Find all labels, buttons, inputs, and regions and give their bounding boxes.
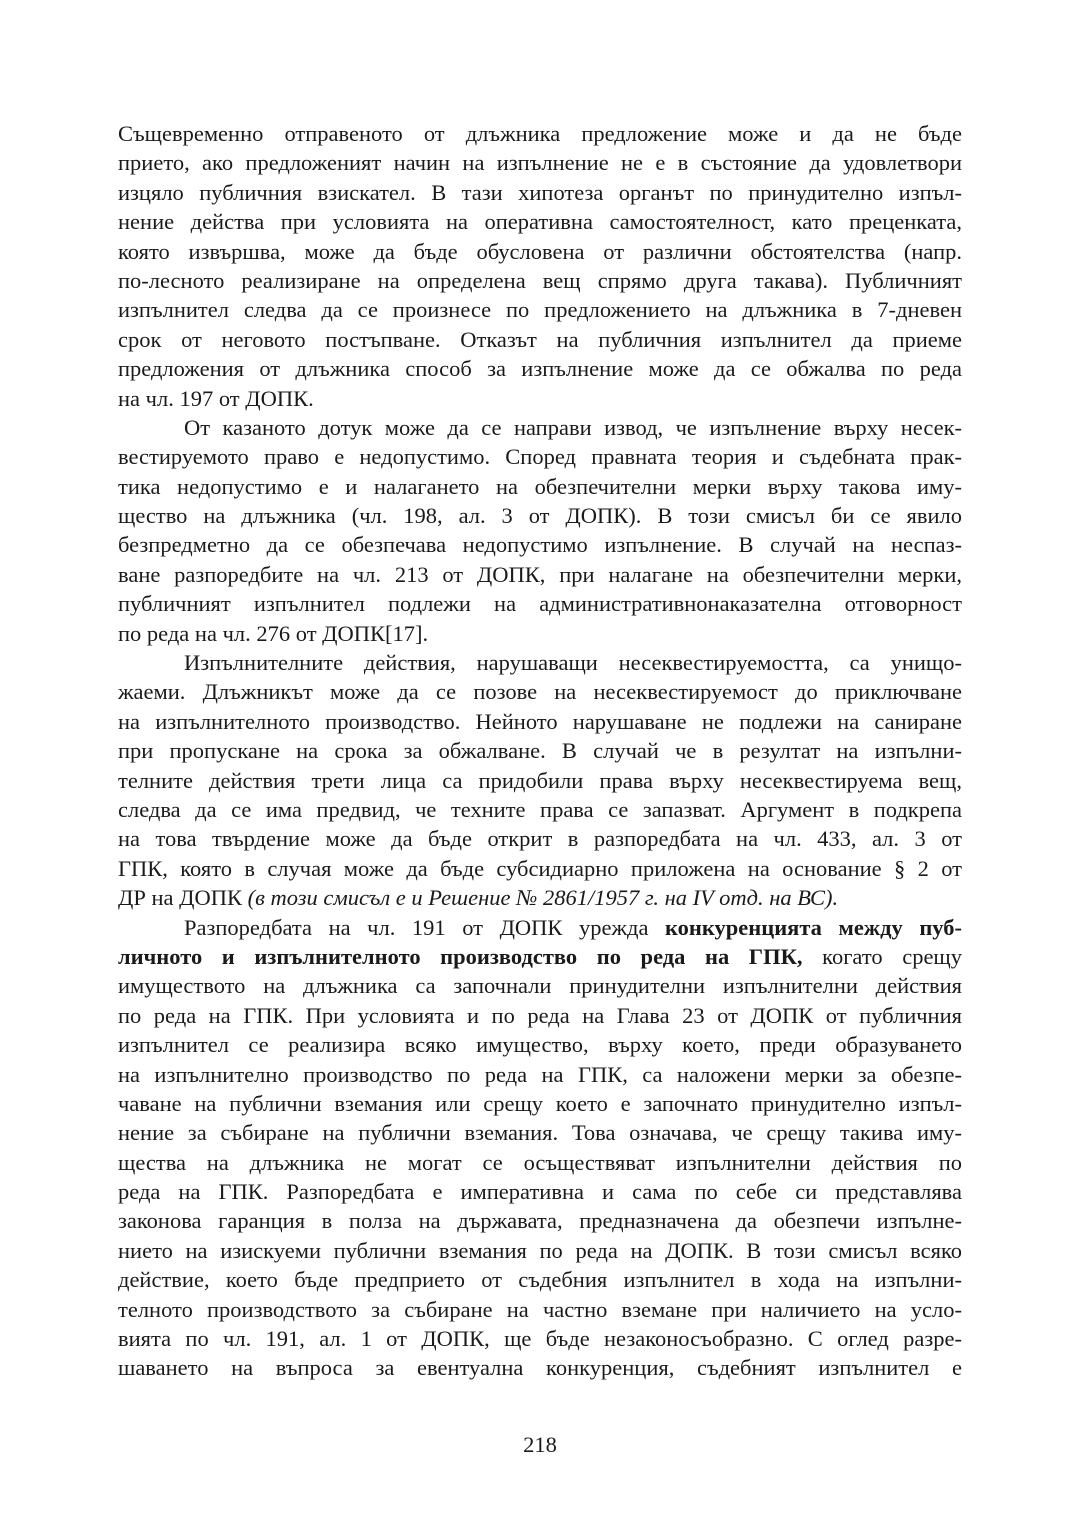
text-segment: когато срещу xyxy=(802,943,962,969)
text-segment: по реда на ГПК. При условията и по реда на Глава 23 от ДОПК от публичния xyxy=(118,1002,962,1028)
text-line xyxy=(118,736,962,765)
text-segment: срок от неговото постъпване. Отказът на публичния изпълнител да приеме xyxy=(118,326,962,352)
text-segment: изцяло публичния взискател. В тази хипотеза органът по принудително изпъл- xyxy=(118,179,962,205)
text-segment: жаеми. Длъжникът може да се позове на несеквестируемост до приключване xyxy=(118,679,962,705)
text-segment: телните действия трети лица са придобили права върху несеквестируема вещ, xyxy=(118,767,962,793)
paragraph xyxy=(118,648,962,913)
text-segment: От казаното дотук може да се направи извод, че изпълнение върху несек- xyxy=(184,414,962,440)
page-body xyxy=(118,119,962,1383)
text-segment: на това твърдение може да бъде открит в разпоредбата на чл. 433, ал. 3 от xyxy=(118,826,962,852)
text-line xyxy=(118,354,962,383)
text-line xyxy=(118,1001,962,1030)
text-line xyxy=(118,1324,962,1353)
text-line xyxy=(118,266,962,295)
text-segment: следва да се има предвид, че техните права се запазват. Аргумент в подкрепа xyxy=(118,796,962,822)
text-line xyxy=(118,501,962,530)
text-line xyxy=(118,619,962,648)
text-segment: на чл. 197 от ДОПК. xyxy=(118,385,314,411)
text-line xyxy=(118,854,962,883)
text-segment: ГПК, която в случая може да бъде субсидиарно приложена на основание § 2 от xyxy=(118,855,962,881)
text-segment: чаване на публични вземания или срещу което е започнато принудително изпъл- xyxy=(118,1090,962,1116)
text-line xyxy=(118,942,962,971)
bold-text: личното и изпълнителното производство по реда на ГПК, xyxy=(118,943,803,969)
text-line xyxy=(118,1236,962,1265)
text-line xyxy=(118,677,962,706)
text-line xyxy=(118,1118,962,1147)
text-line xyxy=(118,766,962,795)
text-segment: нение действа при условията на оперативна самостоятелност, като преценката, xyxy=(118,209,962,235)
paragraph xyxy=(118,913,962,1383)
text-segment: реда на ГПК. Разпоредбата е императивна и сама по себе си представлява xyxy=(118,1179,962,1205)
text-segment: шаването на въпроса за евентуална конкуренция, съдебният изпълнител е xyxy=(118,1355,962,1381)
text-line xyxy=(118,913,962,942)
text-line xyxy=(118,148,962,177)
text-line xyxy=(118,648,962,677)
text-segment: тика недопустимо е и налагането на обезпечителни мерки върху такова иму- xyxy=(118,473,962,499)
text-line xyxy=(118,1353,962,1382)
text-segment: вията по чл. 191, ал. 1 от ДОПК, ще бъде незаконосъобразно. С оглед разре- xyxy=(118,1326,962,1352)
text-line xyxy=(118,1148,962,1177)
paragraph xyxy=(118,413,962,648)
text-line xyxy=(118,178,962,207)
text-line xyxy=(118,384,962,413)
text-line xyxy=(118,824,962,853)
text-segment: ДР на ДОПК xyxy=(118,885,248,911)
text-line xyxy=(118,237,962,266)
text-line xyxy=(118,1060,962,1089)
text-line xyxy=(118,1177,962,1206)
text-segment: която извършва, може да бъде обусловена от различни обстоятелства (напр. xyxy=(118,238,962,264)
text-line xyxy=(118,413,962,442)
text-segment: Разпоредбата на чл. 191 от ДОПК урежда xyxy=(184,914,666,940)
text-segment: на изпълнително производство по реда на ГПК, са наложени мерки за обезпе- xyxy=(118,1061,962,1087)
bold-text: конкуренцията между пуб- xyxy=(665,914,962,940)
text-line xyxy=(118,795,962,824)
text-segment: нието на изискуеми публични вземания по реда на ДОПК. В този смисъл всяко xyxy=(118,1237,962,1263)
text-segment: при пропускане на срока за обжалване. В случай че в резултат на изпълни- xyxy=(118,738,962,764)
paragraph xyxy=(118,119,962,413)
text-line xyxy=(118,207,962,236)
text-segment: изпълнител се реализира всяко имущество, върху което, преди образуването xyxy=(118,1032,962,1058)
text-segment: имуществото на длъжника са започнали принудителни изпълнителни действия xyxy=(118,973,962,999)
text-line xyxy=(118,119,962,148)
text-segment: телното производството за събиране на частно вземане при наличието на усло- xyxy=(118,1296,962,1322)
text-segment: прието, ако предложеният начин на изпълнение не е в състояние да удовлетвори xyxy=(118,150,962,176)
text-line xyxy=(118,530,962,559)
text-segment: щества на длъжника не могат се осъществяват изпълнителни действия по xyxy=(118,1149,962,1175)
text-segment: по-лесното реализиране на определена вещ спрямо друга такава). Публичният xyxy=(118,267,962,293)
text-segment: ване разпоредбите на чл. 213 от ДОПК, при налагане на обезпечителни мерки, xyxy=(118,561,962,587)
text-segment: законова гаранция в полза на държавата, предназначена да обезпечи изпълне- xyxy=(118,1208,962,1234)
text-segment: Същевременно отправеното от длъжника предложение може и да не бъде xyxy=(118,121,962,146)
text-line xyxy=(118,442,962,471)
text-line xyxy=(118,1265,962,1294)
text-segment: щество на длъжника (чл. 198, ал. 3 от ДОПК). В този смисъл би се явило xyxy=(118,503,962,529)
text-line xyxy=(118,325,962,354)
page-number: 218 xyxy=(523,1432,557,1457)
text-segment: публичният изпълнител подлежи на административнонаказателна отговорност xyxy=(118,591,962,617)
text-segment: вестируемото право е недопустимо. Според правната теория и съдебната прак- xyxy=(118,444,962,470)
italic-text: (в този смисъл е и Решение № 2861/1957 г. на IV отд. на ВС). xyxy=(247,885,839,911)
text-line xyxy=(118,1030,962,1059)
text-line xyxy=(118,971,962,1000)
text-line xyxy=(118,1206,962,1235)
text-line xyxy=(118,560,962,589)
text-line xyxy=(118,883,962,912)
text-segment: нение за събиране на публични вземания. Това означава, че срещу такива иму- xyxy=(118,1120,962,1146)
text-segment: безпредметно да се обезпечава недопустимо изпълнение. В случай на неспаз- xyxy=(118,532,962,558)
text-line xyxy=(118,472,962,501)
text-line xyxy=(118,707,962,736)
text-segment: предложения от длъжника способ за изпълнение може да се обжалва по реда xyxy=(118,356,962,382)
text-line xyxy=(118,1295,962,1324)
text-line xyxy=(118,295,962,324)
text-segment: изпълнител следва да се произнесе по предложението на длъжника в 7-дневен xyxy=(118,297,962,323)
text-line xyxy=(118,589,962,618)
text-segment: действие, което бъде предприето от съдебния изпълнител в хода на изпълни- xyxy=(118,1267,962,1293)
text-segment: на изпълнителното производство. Нейното нарушаване не подлежи на саниране xyxy=(118,708,962,734)
text-segment: по реда на чл. 276 от ДОПК[17]. xyxy=(118,620,429,646)
text-line xyxy=(118,1089,962,1118)
text-segment: Изпълнителните действия, нарушаващи несеквестируемостта, са унищо- xyxy=(184,650,962,676)
